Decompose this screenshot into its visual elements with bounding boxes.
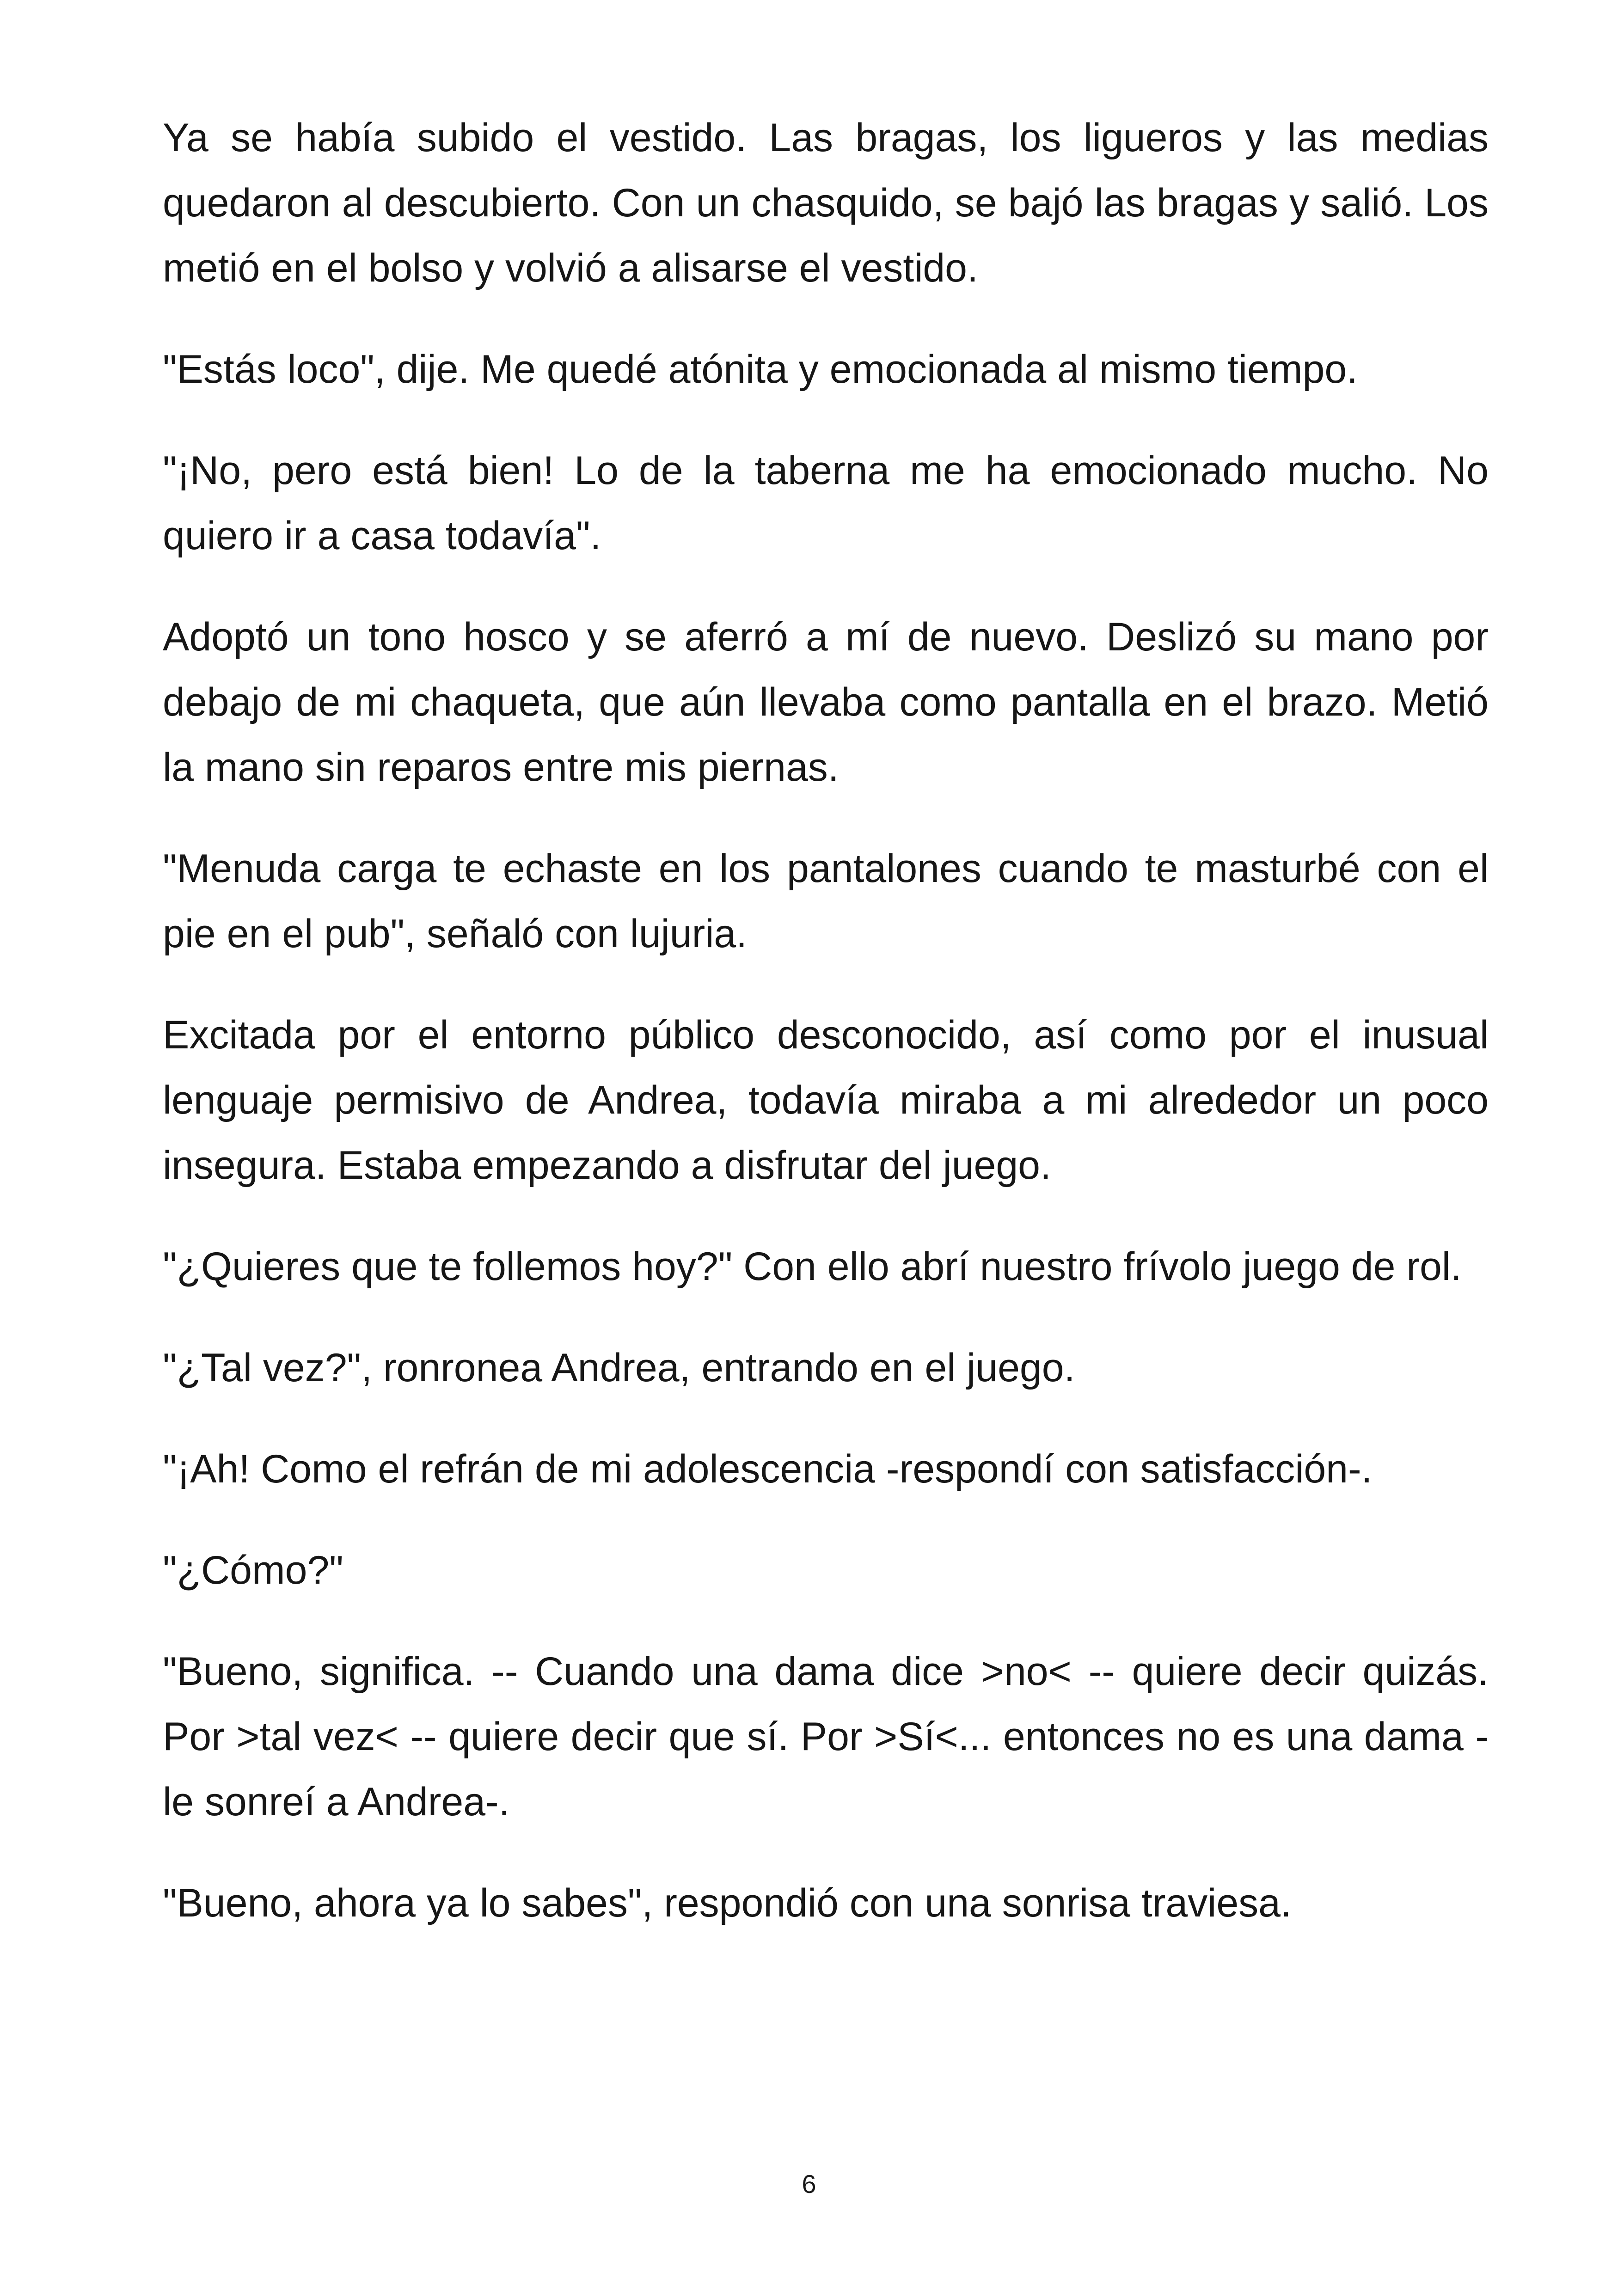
paragraph-7: "¿Quieres que te follemos hoy?" Con ello abrí nuestro frívolo juego de rol. <box>163 1244 1462 1289</box>
page-number: 6 <box>802 2169 816 2198</box>
paragraph-5: "Menuda carga te echaste en los pantalones cuando te masturbé con el pie en el pub", señaló con lujuria. <box>163 846 1489 956</box>
paragraph-11: "Bueno, significa. -- Cuando una dama dice >no< -- quiere decir quizás. Por >tal vez< -- quiere decir que sí. Por >Sí<... entonces no es una dama -le sonreí a Andrea-. <box>163 1649 1489 1824</box>
paragraph-4: Adoptó un tono hosco y se aferró a mí de nuevo. Deslizó su mano por debajo de mi chaqueta, que aún llevaba como pantalla en el brazo. Metió la mano sin reparos entre mis piernas. <box>163 615 1489 790</box>
paragraph-2: "Estás loco", dije. Me quedé atónita y emocionada al mismo tiempo. <box>163 347 1358 392</box>
paragraph-6: Excitada por el entorno público desconocido, así como por el inusual lenguaje permisivo de Andrea, todavía miraba a mi alrededor un poco insegura. Estaba empezando a disfrutar del juego. <box>163 1013 1489 1188</box>
body-text <box>163 105 1489 1972</box>
paragraph-9: "¡Ah! Como el refrán de mi adolescencia -respondí con satisfacción-. <box>163 1447 1373 1491</box>
paragraph-8: "¿Tal vez?", ronronea Andrea, entrando en el juego. <box>163 1346 1075 1390</box>
paragraph-1: Ya se había subido el vestido. Las bragas, los ligueros y las medias quedaron al descubierto. Con un chasquido, se bajó las bragas y salió. Los metió en el bolso y volvió a alisarse el vestido. <box>163 116 1489 290</box>
paragraph-10: "¿Cómo?" <box>163 1548 343 1592</box>
paragraph-3: "¡No, pero está bien! Lo de la taberna me ha emocionado mucho. No quiero ir a casa todavía". <box>163 448 1489 558</box>
paragraph-12: "Bueno, ahora ya lo sabes", respondió con una sonrisa traviesa. <box>163 1881 1292 1925</box>
